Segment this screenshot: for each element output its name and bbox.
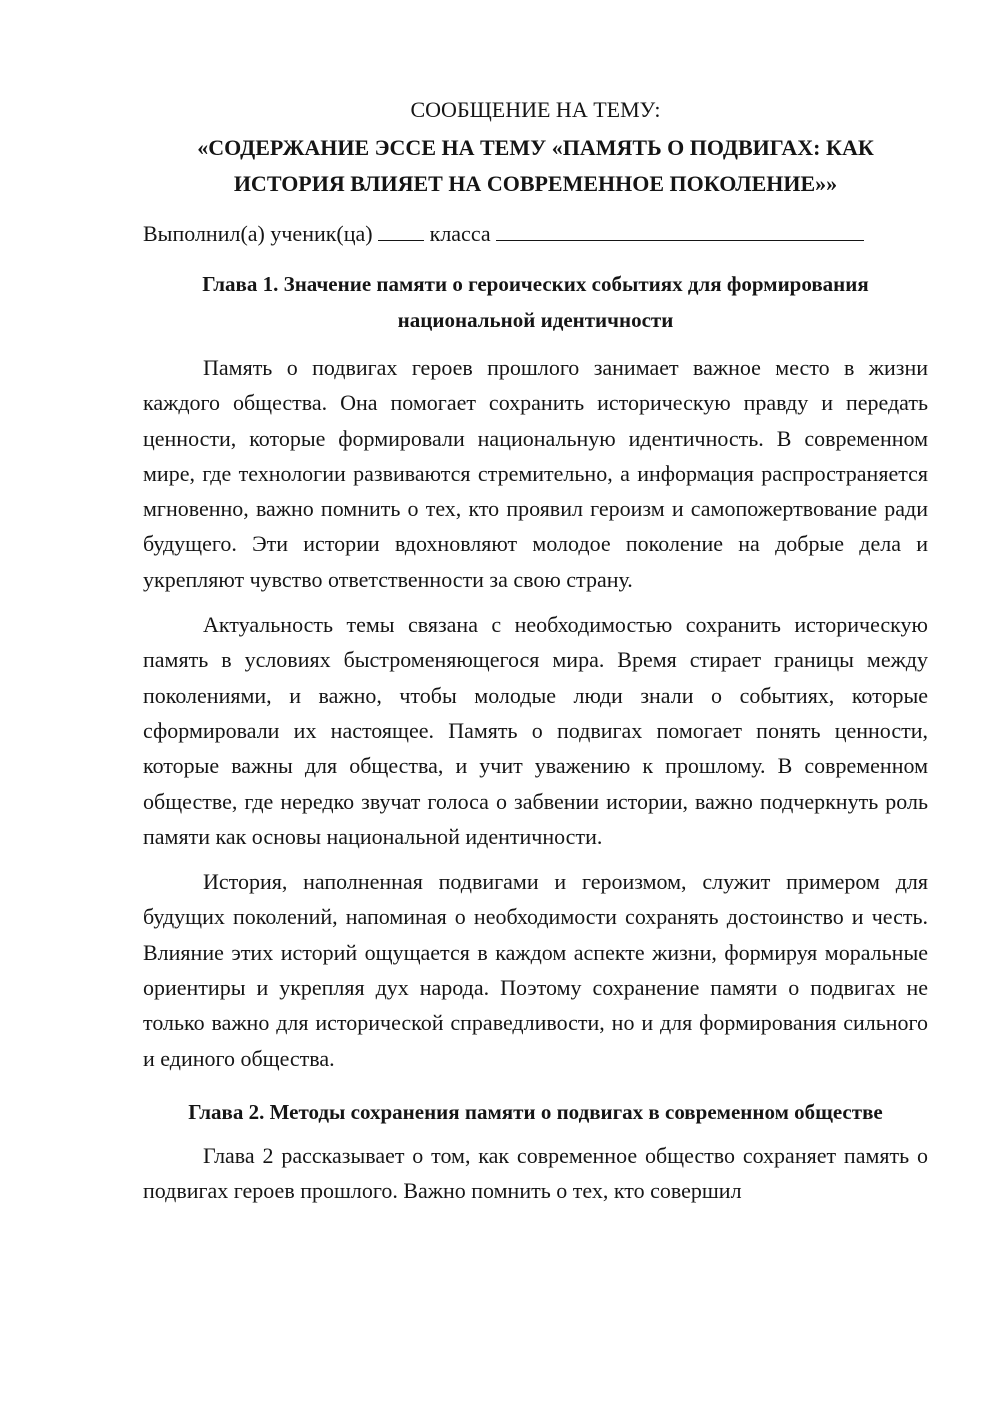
author-prefix: Выполнил(а) ученик(ца): [143, 221, 373, 246]
chapter-1-paragraph-3: История, наполненная подвигами и героизмом, служит примером для будущих поколений, напоминая о необходимости сохранять достоинство и честь. Влияние этих историй ощущается в каждом аспекте жизни, формируя моральные ориентиры и укрепляя дух народа. Поэтому сохранение памяти о подвигах не только важно для исторической справедливости, но и для формирования сильного и единого общества.: [143, 869, 928, 1071]
chapter-2-heading: Глава 2. Методы сохранения памяти о подвигах в современном обществе: [188, 1099, 883, 1124]
document-title: [143, 130, 928, 202]
chapter-1-paragraph-2: Актуальность темы связана с необходимостью сохранить историческую память в условиях быстроменяющегося мира. Время стирает границы между поколениями, и важно, чтобы молодые люди знали о событиях, которые сформировали их настоящее. Память о подвигах помогает понять ценности, которые важны для общества, и учит уважению к прошлому. В современном обществе, где нередко звучат голоса о забвении истории, важно подчеркнуть роль памяти как основы национальной идентичности.: [143, 612, 928, 849]
chapter-1-paragraph-1: Память о подвигах героев прошлого занимает важное место в жизни каждого общества. Она помогает сохранить историческую правду и передать ценности, которые формировали национальную идентичность. В современном мире, где технологии развиваются стремительно, а информация распространяется мгновенно, важно помнить о тех, кто проявил героизм и самопожертвование ради будущего. Эти истории вдохновляют молодое поколение на добрые дела и укрепляют чувство ответственности за свою страну.: [143, 355, 928, 592]
chapter-1-heading-line-2: национальной идентичности: [397, 308, 674, 332]
class-label: класса: [429, 221, 491, 246]
document-title-line-1: «СОДЕРЖАНИЕ ЭССЕ НА ТЕМУ «ПАМЯТЬ О ПОДВИГАХ: КАК: [197, 135, 874, 160]
document-title-line-2: ИСТОРИЯ ВЛИЯЕТ НА СОВРЕМЕННОЕ ПОКОЛЕНИЕ»»: [233, 171, 838, 196]
document-header: СООБЩЕНИЕ НА ТЕМУ:: [410, 97, 661, 122]
chapter-1-heading: [143, 266, 928, 338]
chapter-1-heading-line-1: Глава 1. Значение памяти о героических событиях для формирования: [202, 272, 869, 296]
document-page: [143, 92, 928, 1209]
author-line: [143, 216, 928, 252]
author-name-blank: [496, 218, 864, 241]
chapter-2-paragraph-1: Глава 2 рассказывает о том, как современное общество сохраняет память о подвигах героев прошлого. Важно помнить о тех, кто совершил: [143, 1142, 928, 1204]
class-number-blank: [378, 218, 424, 241]
